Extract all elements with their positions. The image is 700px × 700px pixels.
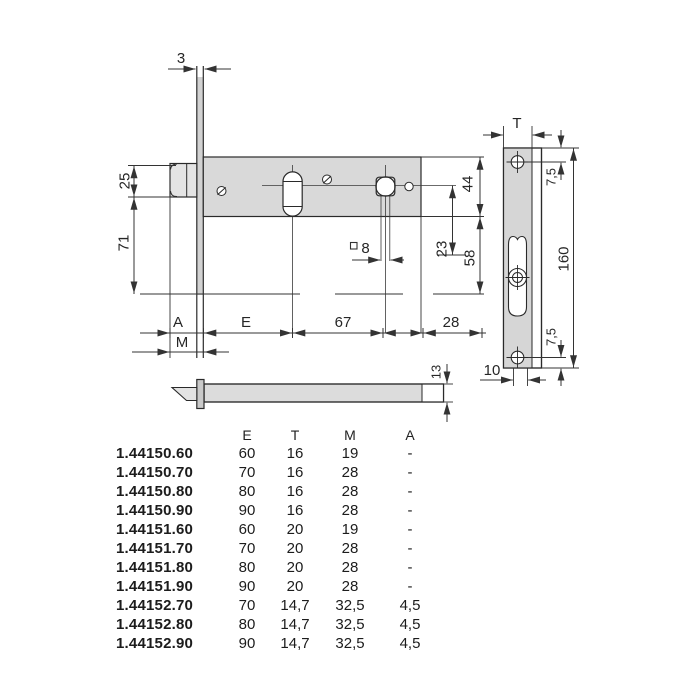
cell-m: 28	[341, 559, 359, 576]
cell-m: 32,5	[335, 597, 365, 614]
cell-code: 1.44150.70	[116, 464, 194, 481]
cell-e: 70	[238, 464, 256, 481]
cell-e: 60	[238, 521, 256, 538]
dim-axis-offset	[434, 186, 453, 258]
faceplate-strip	[197, 66, 204, 358]
table-row	[0, 501, 700, 520]
table-row	[0, 558, 700, 577]
table-row	[0, 634, 700, 653]
cell-m: 28	[341, 578, 359, 595]
small-hole	[405, 182, 413, 190]
spec-table-header	[0, 427, 700, 444]
dim-label-67: 67	[334, 314, 352, 331]
cell-t: 14,7	[280, 597, 310, 614]
cell-m: 19	[341, 445, 359, 462]
cell-code: 1.44152.80	[116, 616, 194, 633]
follower-hole	[376, 177, 395, 196]
dim-plate-thickness	[168, 50, 231, 69]
cell-m: 32,5	[335, 635, 365, 652]
square-spindle-icon	[351, 243, 358, 250]
table-row	[0, 596, 700, 615]
cell-e: 80	[238, 559, 256, 576]
cell-a: 4,5	[399, 597, 421, 614]
cell-e: 90	[238, 502, 256, 519]
dim-label-58: 58	[461, 249, 479, 267]
cell-a: -	[407, 521, 413, 538]
dim-label-71: 71	[115, 234, 133, 252]
table-row	[0, 463, 700, 482]
table-row	[0, 615, 700, 634]
cell-a: 4,5	[399, 616, 421, 633]
cell-t: 16	[286, 483, 304, 500]
cell-code: 1.44151.90	[116, 578, 194, 595]
dim-label-t: T	[512, 115, 522, 132]
cell-t: 20	[286, 521, 304, 538]
dim-label-square8: 8	[361, 240, 370, 257]
cell-t: 16	[286, 464, 304, 481]
cell-e: 60	[238, 445, 256, 462]
faceplate-section	[197, 380, 204, 409]
header-m: M	[344, 427, 356, 443]
cell-t: 20	[286, 540, 304, 557]
dim-label-e: E	[240, 314, 252, 331]
case-bar	[204, 384, 444, 402]
cell-a: -	[407, 464, 413, 481]
table-row	[0, 444, 700, 463]
cell-code: 1.44151.80	[116, 559, 194, 576]
cell-code: 1.44150.90	[116, 502, 194, 519]
dim-label-10: 10	[483, 362, 501, 379]
dim-label-75-bottom: 7,5	[543, 327, 559, 347]
header-a: A	[405, 427, 415, 443]
cell-a: -	[407, 559, 413, 576]
table-row	[0, 539, 700, 558]
cell-t: 20	[286, 578, 304, 595]
cell-m: 28	[341, 464, 359, 481]
dim-t	[483, 115, 552, 135]
cell-code: 1.44151.70	[116, 540, 194, 557]
dim-label-25: 25	[116, 172, 134, 190]
cell-a: -	[407, 483, 413, 500]
cell-code: 1.44151.60	[116, 521, 194, 538]
cell-a: 4,5	[399, 635, 421, 652]
cell-e: 80	[238, 616, 256, 633]
dim-m	[132, 334, 229, 352]
dim-label-28: 28	[442, 314, 460, 331]
side-view	[480, 115, 579, 386]
cell-m: 28	[341, 540, 359, 557]
latch-wedge	[172, 388, 197, 401]
cell-t: 16	[286, 502, 304, 519]
latch-bolt	[170, 164, 197, 198]
cylinder-hole	[283, 172, 302, 216]
cell-a: -	[407, 502, 413, 519]
dim-label-3: 3	[176, 50, 186, 67]
cell-t: 20	[286, 559, 304, 576]
cell-m: 32,5	[335, 616, 365, 633]
dim-label-a: A	[172, 314, 184, 331]
cell-code: 1.44150.60	[116, 445, 194, 462]
dim-label-13: 13	[428, 364, 444, 380]
spec-table-rows	[0, 444, 700, 653]
screw-hole-left	[217, 187, 226, 196]
cell-a: -	[407, 445, 413, 462]
cell-e: 70	[238, 597, 256, 614]
front-view	[116, 50, 487, 358]
dim-bottom-hole-offset	[544, 328, 562, 386]
cell-e: 80	[238, 483, 256, 500]
cell-m: 19	[341, 521, 359, 538]
dim-label-75-top: 7,5	[543, 167, 559, 187]
cell-a: -	[407, 578, 413, 595]
cell-m: 28	[341, 502, 359, 519]
dim-spindle-square	[351, 240, 405, 260]
cell-e: 70	[238, 540, 256, 557]
dim-label-44: 44	[459, 175, 477, 193]
dim-bottom-chain	[140, 314, 486, 338]
cell-t: 16	[286, 445, 304, 462]
spec-table	[0, 427, 700, 653]
cell-e: 90	[238, 578, 256, 595]
cell-a: -	[407, 540, 413, 557]
cell-m: 28	[341, 483, 359, 500]
table-row	[0, 520, 700, 539]
cell-code: 1.44150.80	[116, 483, 194, 500]
cell-code: 1.44152.90	[116, 635, 194, 652]
cell-t: 14,7	[280, 616, 310, 633]
dim-top-hole-offset	[544, 130, 562, 186]
dim-label-m: M	[175, 334, 189, 351]
table-row	[0, 577, 700, 596]
dim-label-23: 23	[433, 240, 451, 258]
dim-label-160: 160	[555, 246, 573, 272]
cell-t: 14,7	[280, 635, 310, 652]
table-row	[0, 482, 700, 501]
dim-right-column	[460, 157, 481, 294]
dim-left-column	[116, 166, 135, 295]
cell-e: 90	[238, 635, 256, 652]
screw-hole-middle	[323, 175, 332, 184]
cell-code: 1.44152.70	[116, 597, 194, 614]
header-e: E	[242, 427, 252, 443]
header-t: T	[290, 427, 300, 443]
top-view	[172, 364, 453, 422]
